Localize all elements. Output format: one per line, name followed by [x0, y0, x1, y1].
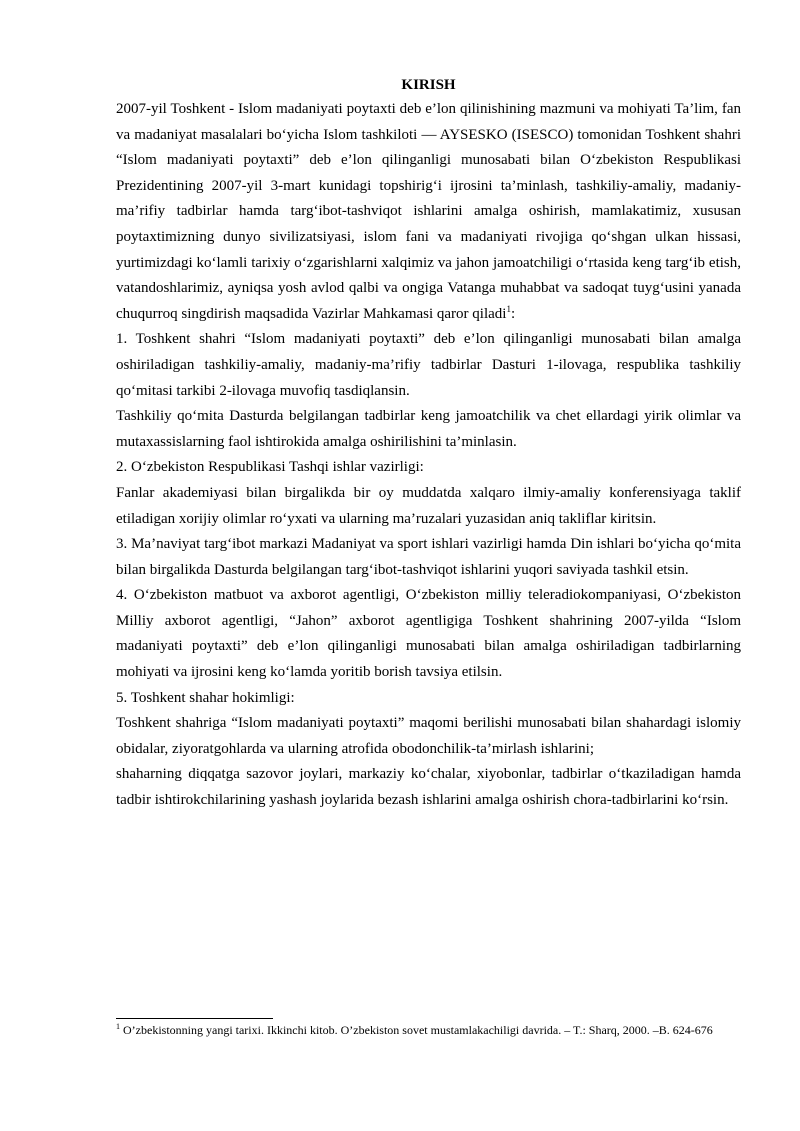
paragraph-item-4: 4. O‘zbekiston matbuot va axborot agentligi, O‘zbekiston milliy teleradiokompaniyasi, O‘zbekiston Milliy axborot agentligi, “Jahon” axborot agentligiga Toshkent shahrining 2007-yilda “Islom madaniyati poytaxti” deb e’lon qilinganligi munosabati bilan amalga oshiriladigan tadbirlarning mohiyati va ijrosini keng ko‘lamda yoritib borish tavsiya etilsin.: [116, 587, 741, 681]
paragraph-intro-text: 2007-yil Toshkent - Islom madaniyati poytaxti deb e’lon qilinishining mazmuni va mohiyati Ta’lim, fan va madaniyat masalalari bo‘yicha Islom tashkiloti — AYSESKO (ISESCO) tomonidan Toshkent shahri “Islom madaniyati poytaxti” deb e’lon qilinganligi munosabati bilan O‘zbekiston Respublikasi Prezidentining 2007-yil 3-mart kunidagi topshirig‘i ijrosini ta’minlash, tashkiliy-amaliy, madaniy-ma’rifiy tadbirlar hamda targ‘ibot-tashviqot ishlarini amalga oshirish, mamlakatimiz, xususan poytaxtimizning dunyo sivilizatsiyasi, islom fani va madaniyati rivojiga qo‘shgan ulkan hissasi, yurtimizdagi ko‘lamli tarixiy o‘zgarishlarni xalqimiz va jahon jamoatchiligi o‘rtasida keng targ‘ib etish, vatandoshlarimiz, ayniqsa yosh avlod qalbi va ongiga Vatanga muhabbat va sadoqat tuyg‘usini yanada chuqurroq singdirish maqsadida Vazirlar Mahkamasi qaror qiladi: [116, 101, 741, 322]
paragraph-item-5-detail-a: Toshkent shahriga “Islom madaniyati poytaxti” maqomi berilishi munosabati bilan shahardagi islomiy obidalar, ziyoratgohlarda va ularning atrofida obodonchilik-ta’mirlash ishlarini;: [116, 715, 741, 757]
footnote-text: O’zbekistonning yangi tarixi. Ikkinchi kitob. O’zbekiston sovet mustamlakachiligi davrida. – T.: Sharq, 2000. –B. 624-676: [120, 1023, 713, 1037]
page-title: KIRISH: [401, 77, 456, 93]
footnote-divider: [116, 1018, 273, 1019]
paragraph-item-5: 5. Toshkent shahar hokimligi:: [116, 689, 295, 706]
paragraph-item-5-detail-b: shaharning diqqatga sazovor joylari, markaziy ko‘chalar, xiyobonlar, tadbirlar o‘tkaziladigan hamda tadbir ishtirokchilarining yashash joylarida bezash ishlarini amalga oshirish chora-tadbirlarini ko‘rsin.: [116, 766, 741, 809]
paragraph-item-2-detail: Fanlar akademiyasi bilan birgalikda bir oy muddatda xalqaro ilmiy-amaliy konferensiyaga taklif etiladigan xorijiy olimlar ro‘yxati va ularning ma’ruzalari yuzasidan aniq takliflar kiritsin.: [116, 484, 741, 527]
paragraph-intro-suffix: :: [510, 305, 516, 322]
footnote-marker: 1: [116, 1022, 120, 1031]
paragraph-item-3: 3. Ma’naviyat targ‘ibot markazi Madaniyat va sport ishlari vazirligi hamda Din ishlari bo‘yicha qo‘mita bilan birgalikda Dasturda belgilangan targ‘ibot-tashviqot ishlarini yuqori saviyada tashkil etsin.: [116, 536, 741, 578]
paragraph-intro: [116, 97, 741, 327]
paragraph-item-1-detail: Tashkiliy qo‘mita Dasturda belgilangan tadbirlar keng jamoatchilik va chet ellardagi yirik olimlar va mutaxassislarning faol ishtirokida amalga oshirilishini ta’minlasin.: [116, 408, 741, 450]
paragraph-item-2: 2. O‘zbekiston Respublikasi Tashqi ishlar vazirligi:: [116, 459, 424, 476]
paragraph-item-1: 1. Toshkent shahri “Islom madaniyati poytaxti” deb e’lon qilinganligi munosabati bilan amalga oshiriladigan tashkiliy-amaliy, madaniy-ma’rifiy tadbirlar Dasturi 1-ilovaga, respublika tashkiliy qo‘mitasi tarkibi 2-ilovaga muvofiq tasdiqlansin.: [116, 331, 741, 399]
footnote-reference[interactable]: 1: [506, 303, 511, 314]
document-page: [116, 74, 741, 814]
footnote: [116, 1022, 741, 1038]
